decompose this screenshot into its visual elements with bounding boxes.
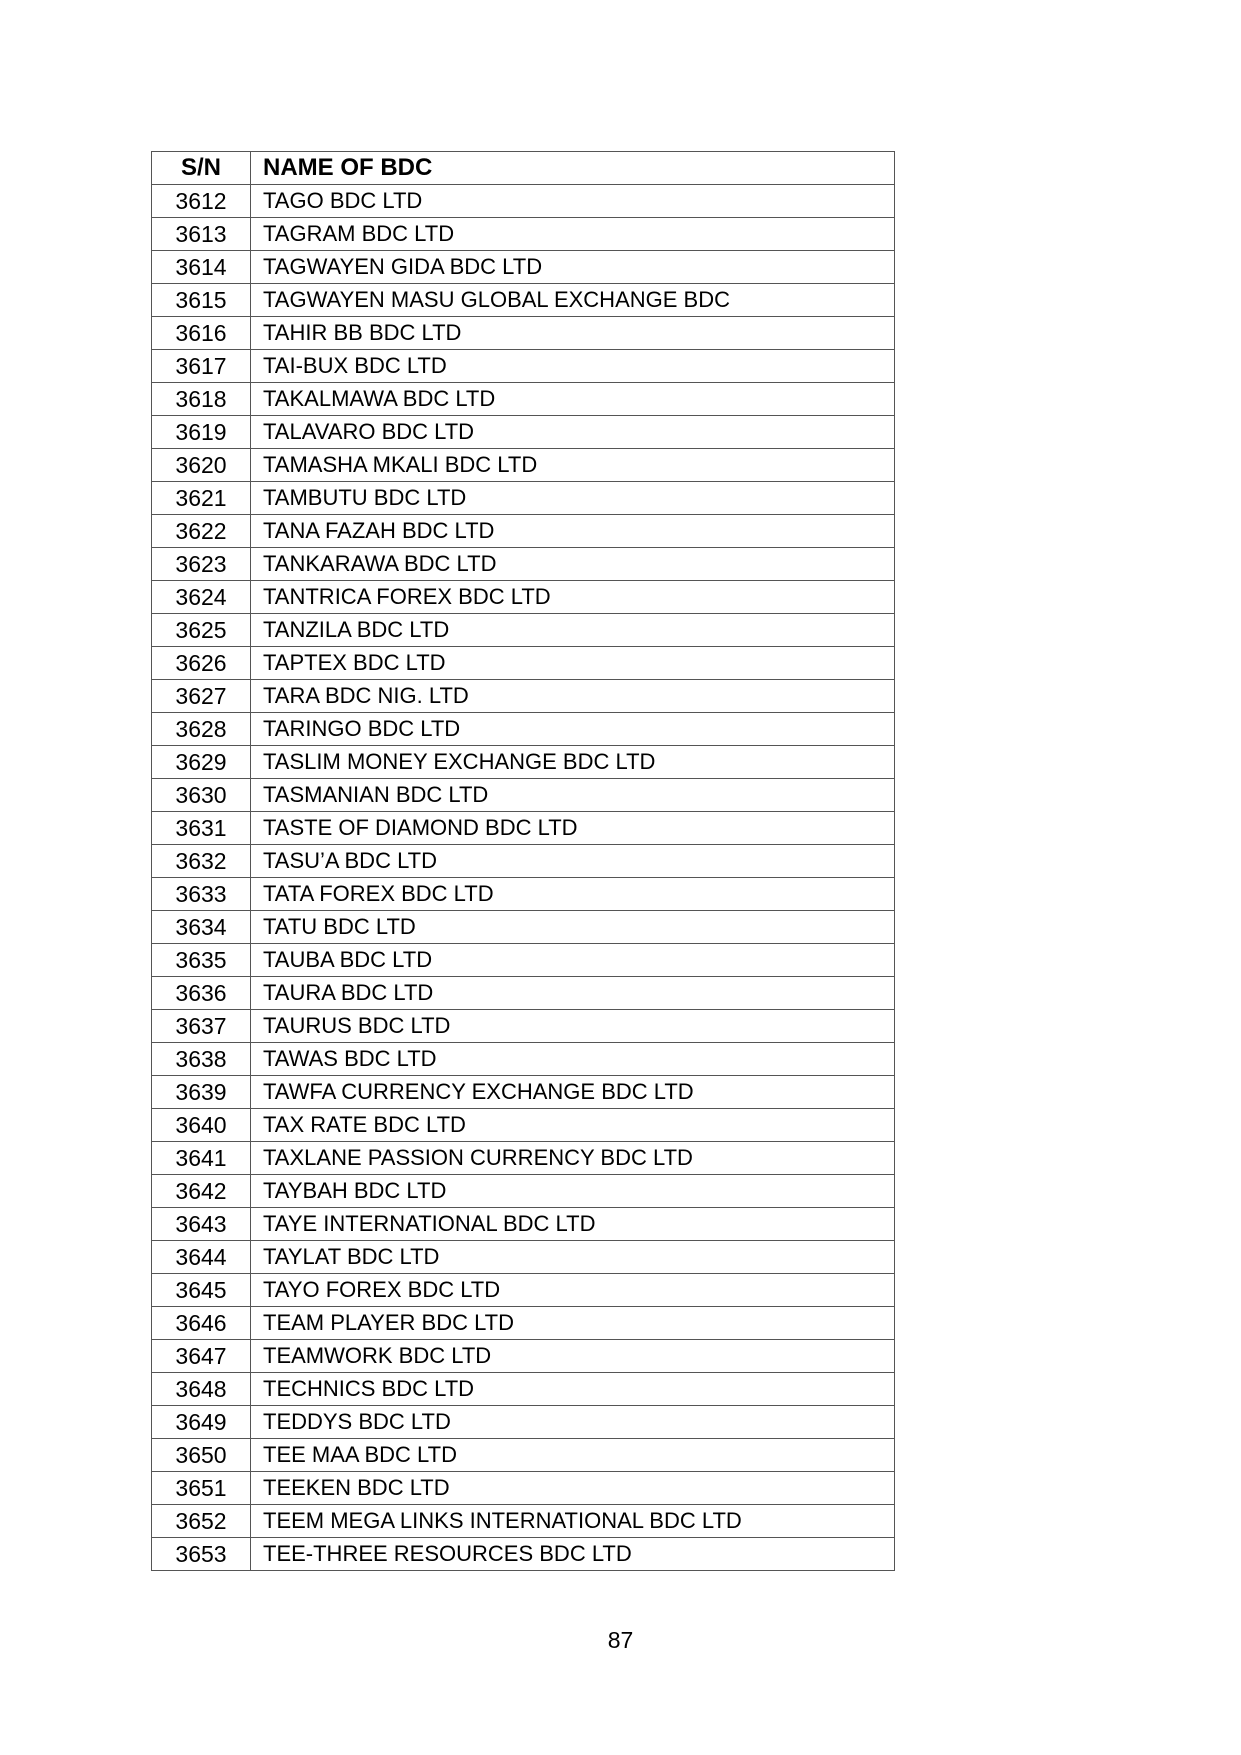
bdc-name-cell: TATA FOREX BDC LTD: [251, 878, 895, 911]
serial-number-cell: 3628: [152, 713, 251, 746]
bdc-name-cell: TAYO FOREX BDC LTD: [251, 1274, 895, 1307]
serial-number-cell: 3641: [152, 1142, 251, 1175]
bdc-name-cell: TAUBA BDC LTD: [251, 944, 895, 977]
table-row: [152, 416, 895, 449]
bdc-name-cell: TEDDYS BDC LTD: [251, 1406, 895, 1439]
table-row: [152, 944, 895, 977]
serial-number-cell: 3625: [152, 614, 251, 647]
bdc-name-cell: TAMBUTU BDC LTD: [251, 482, 895, 515]
table-row: [152, 218, 895, 251]
bdc-name-cell: TAXLANE PASSION CURRENCY BDC LTD: [251, 1142, 895, 1175]
table-row: [152, 779, 895, 812]
table-row: [152, 548, 895, 581]
table-row: [152, 1076, 895, 1109]
table-row: [152, 1208, 895, 1241]
serial-number-cell: 3621: [152, 482, 251, 515]
serial-number-cell: 3616: [152, 317, 251, 350]
table-row: [152, 878, 895, 911]
serial-number-cell: 3632: [152, 845, 251, 878]
serial-number-cell: 3619: [152, 416, 251, 449]
serial-number-cell: 3647: [152, 1340, 251, 1373]
bdc-name-cell: TEEM MEGA LINKS INTERNATIONAL BDC LTD: [251, 1505, 895, 1538]
table-row: [152, 449, 895, 482]
serial-number-cell: 3635: [152, 944, 251, 977]
bdc-name-cell: TAGO BDC LTD: [251, 185, 895, 218]
table-row: [152, 515, 895, 548]
bdc-name-cell: TAX RATE BDC LTD: [251, 1109, 895, 1142]
bdc-name-cell: TAI-BUX BDC LTD: [251, 350, 895, 383]
table-row: [152, 680, 895, 713]
table-row: [152, 911, 895, 944]
table-row: [152, 1505, 895, 1538]
serial-number-cell: 3645: [152, 1274, 251, 1307]
bdc-name-cell: TAYLAT BDC LTD: [251, 1241, 895, 1274]
bdc-name-cell: TEEKEN BDC LTD: [251, 1472, 895, 1505]
table-row: [152, 482, 895, 515]
page-number: 87: [607, 1627, 634, 1653]
table-row: [152, 812, 895, 845]
bdc-name-cell: TECHNICS BDC LTD: [251, 1373, 895, 1406]
bdc-name-cell: TAWAS BDC LTD: [251, 1043, 895, 1076]
serial-number-cell: 3637: [152, 1010, 251, 1043]
table-row: [152, 251, 895, 284]
bdc-name-cell: TAWFA CURRENCY EXCHANGE BDC LTD: [251, 1076, 895, 1109]
table-row: [152, 977, 895, 1010]
bdc-name-cell: TASTE OF DIAMOND BDC LTD: [251, 812, 895, 845]
bdc-name-cell: TEE-THREE RESOURCES BDC LTD: [251, 1538, 895, 1571]
bdc-name-cell: TARINGO BDC LTD: [251, 713, 895, 746]
table-row: [152, 647, 895, 680]
serial-number-cell: 3615: [152, 284, 251, 317]
bdc-name-cell: TAGWAYEN GIDA BDC LTD: [251, 251, 895, 284]
table-row: [152, 845, 895, 878]
table-row: [152, 1439, 895, 1472]
table-row: [152, 1043, 895, 1076]
bdc-name-cell: TANKARAWA BDC LTD: [251, 548, 895, 581]
table-row: [152, 317, 895, 350]
serial-number-cell: 3614: [152, 251, 251, 284]
table-body: [152, 185, 895, 1571]
table-row: [152, 1142, 895, 1175]
serial-number-cell: 3638: [152, 1043, 251, 1076]
bdc-name-cell: TEE MAA BDC LTD: [251, 1439, 895, 1472]
serial-number-cell: 3623: [152, 548, 251, 581]
serial-number-cell: 3653: [152, 1538, 251, 1571]
table-header: [152, 152, 895, 185]
serial-number-cell: 3613: [152, 218, 251, 251]
serial-number-cell: 3618: [152, 383, 251, 416]
bdc-name-cell: TANZILA BDC LTD: [251, 614, 895, 647]
table-row: [152, 1472, 895, 1505]
serial-number-cell: 3622: [152, 515, 251, 548]
bdc-name-cell: TARA BDC NIG. LTD: [251, 680, 895, 713]
serial-number-cell: 3631: [152, 812, 251, 845]
table-row: [152, 713, 895, 746]
serial-number-cell: 3630: [152, 779, 251, 812]
header-sn: S/N: [152, 152, 251, 185]
bdc-name-cell: TAKALMAWA BDC LTD: [251, 383, 895, 416]
table-row: [152, 1010, 895, 1043]
bdc-name-cell: TAGWAYEN MASU GLOBAL EXCHANGE BDC: [251, 284, 895, 317]
serial-number-cell: 3639: [152, 1076, 251, 1109]
table-row: [152, 383, 895, 416]
serial-number-cell: 3648: [152, 1373, 251, 1406]
bdc-name-cell: TAURUS BDC LTD: [251, 1010, 895, 1043]
serial-number-cell: 3644: [152, 1241, 251, 1274]
bdc-name-cell: TASU’A BDC LTD: [251, 845, 895, 878]
table-row: [152, 185, 895, 218]
table-row: [152, 1175, 895, 1208]
header-name: NAME OF BDC: [251, 152, 895, 185]
serial-number-cell: 3642: [152, 1175, 251, 1208]
serial-number-cell: 3633: [152, 878, 251, 911]
bdc-name-cell: TAHIR BB BDC LTD: [251, 317, 895, 350]
table-row: [152, 1538, 895, 1571]
table-row: [152, 284, 895, 317]
table-row: [152, 1274, 895, 1307]
serial-number-cell: 3649: [152, 1406, 251, 1439]
serial-number-cell: 3652: [152, 1505, 251, 1538]
serial-number-cell: 3612: [152, 185, 251, 218]
serial-number-cell: 3620: [152, 449, 251, 482]
table-row: [152, 614, 895, 647]
serial-number-cell: 3624: [152, 581, 251, 614]
serial-number-cell: 3643: [152, 1208, 251, 1241]
table-row: [152, 1307, 895, 1340]
table-row: [152, 350, 895, 383]
bdc-name-cell: TAURA BDC LTD: [251, 977, 895, 1010]
bdc-name-cell: TAPTEX BDC LTD: [251, 647, 895, 680]
bdc-name-cell: TAGRAM BDC LTD: [251, 218, 895, 251]
bdc-name-cell: TAMASHA MKALI BDC LTD: [251, 449, 895, 482]
serial-number-cell: 3627: [152, 680, 251, 713]
bdc-name-cell: TAYBAH BDC LTD: [251, 1175, 895, 1208]
bdc-name-cell: TALAVARO BDC LTD: [251, 416, 895, 449]
serial-number-cell: 3617: [152, 350, 251, 383]
bdc-name-cell: TASMANIAN BDC LTD: [251, 779, 895, 812]
bdc-name-cell: TASLIM MONEY EXCHANGE BDC LTD: [251, 746, 895, 779]
header-row: [152, 152, 895, 185]
bdc-name-cell: TEAMWORK BDC LTD: [251, 1340, 895, 1373]
serial-number-cell: 3629: [152, 746, 251, 779]
table-row: [152, 1373, 895, 1406]
bdc-name-cell: TANTRICA FOREX BDC LTD: [251, 581, 895, 614]
serial-number-cell: 3640: [152, 1109, 251, 1142]
serial-number-cell: 3626: [152, 647, 251, 680]
bdc-name-cell: TANA FAZAH BDC LTD: [251, 515, 895, 548]
serial-number-cell: 3646: [152, 1307, 251, 1340]
table-row: [152, 1241, 895, 1274]
bdc-name-cell: TEAM PLAYER BDC LTD: [251, 1307, 895, 1340]
serial-number-cell: 3650: [152, 1439, 251, 1472]
serial-number-cell: 3651: [152, 1472, 251, 1505]
serial-number-cell: 3634: [152, 911, 251, 944]
serial-number-cell: 3636: [152, 977, 251, 1010]
table-row: [152, 746, 895, 779]
table-row: [152, 581, 895, 614]
bdc-name-cell: TAYE INTERNATIONAL BDC LTD: [251, 1208, 895, 1241]
bdc-table: [151, 151, 895, 1571]
bdc-name-cell: TATU BDC LTD: [251, 911, 895, 944]
table-row: [152, 1340, 895, 1373]
table-row: [152, 1406, 895, 1439]
table-row: [152, 1109, 895, 1142]
